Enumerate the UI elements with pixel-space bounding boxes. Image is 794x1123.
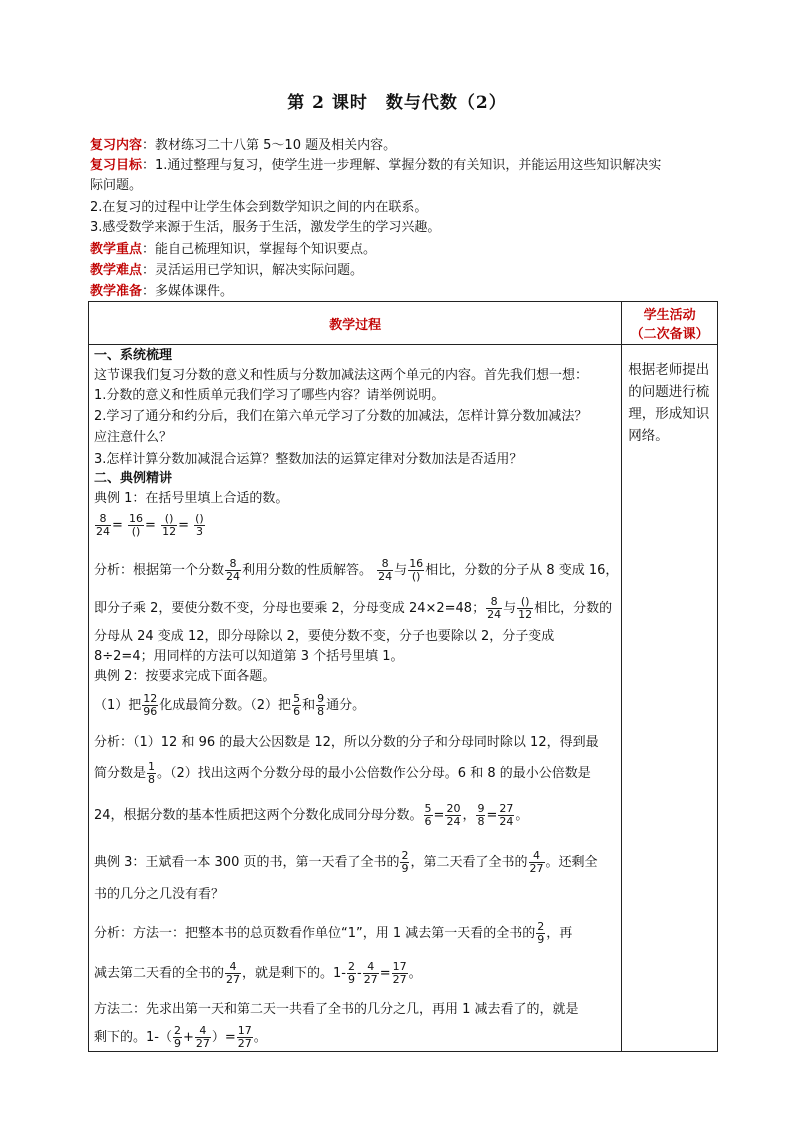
example-1: 典例 1：在括号里填上合适的数。 [94,491,289,506]
review-goal-cont: 际问题。 [90,178,143,193]
fraction: $\frac{()}{3}$ [195,512,204,538]
example-2-tasks: （1）把 $\frac{12}{96}$ 化成最简分数。（2）把 $\frac{5}{6}$ 和 $\frac{9}{8}$ 通分。 [94,692,366,718]
fraction: $\frac{8}{24}$ [96,512,110,538]
analysis-3-line2: 减去第二天看的全书的 $\frac{4}{27}$ ，就是剩下的。1- $\frac{2}{9}$ - $\frac{4}{27}$ = $\frac{17}{27}$ 。 [94,960,422,986]
example-2: 典例 2：按要求完成下面各题。 [94,669,276,684]
para-line: 2.学习了通分和约分后，我们在第六单元学习了分数的加减法，怎样计算分数加减法？ [94,409,588,424]
review-content [90,136,720,156]
analysis-1: 分析：根据第一个分数 $\frac{8}{24}$ 利用分数的性质解答。 $\frac{8}{24}$ 与 $\frac{16}{()}$ 相比，分数的分子从 8 变成 16， [94,557,619,583]
activity-header-line2: （二次备课） [630,327,709,342]
review-goal [90,156,720,176]
para-line: 分母从 24 变成 12，即分母除以 2，要使分数不变，分子也要除以 2，分子变成 [94,629,555,644]
example-3: 典例 3：王斌看一本 300 页的书，第一天看了全书的 $\frac{2}{9}$ ，第二天看了全书的 $\frac{4}{27}$ 。还剩全 [94,849,598,875]
analysis-2-line3: 24，根据分数的基本性质把这两个分数化成同分母分数。 $\frac{5}{6}$ = $\frac{20}{24}$ ， $\frac{9}{8}$ = $\frac{27}{24}$ 。 [94,802,529,828]
analysis-2-line2: 简分数是 $\frac{1}{8}$ 。（2）找出这两个分数分母的最小公倍数作公分母。6 和 8 的最小公倍数是 [94,760,591,786]
teaching-prep-text: ：多媒体课件。 [142,284,234,299]
review-content-text: ：教材练习二十八第 5～10 题及相关内容。 [142,138,397,153]
para-line: 8÷2=4；用同样的方法可以知道第 3 个括号里填 1。 [94,649,404,664]
review-goal-2: 2.在复习的过程中让学生体会到数学知识之间的内在联系。 [90,200,428,215]
review-goal-text: ：1.通过整理与复习，使学生进一步理解、掌握分数的有关知识，并能运用这些知识解决实 [142,158,662,173]
analysis-1-line2: 即分子乘 2，要使分数不变，分母也要乘 2，分母变成 24×2=48； $\frac{8}{24}$ 与 $\frac{()}{12}$ 相比，分数的 [94,595,613,621]
review-goal-3: 3.感受数学来源于生活，服务于生活，激发学生的学习兴趣。 [90,220,441,235]
para-line: 应注意什么？ [94,430,173,445]
section-1-title: 一、系统梳理 [94,348,173,363]
process-header: 教学过程 [89,302,622,345]
example-1-equation: $\frac{8}{24}$ = $\frac{16}{()}$ = $\frac{()}{12}$ = $\frac{()}{3}$ [96,512,204,538]
para-line: 书的几分之几没有看？ [94,887,225,902]
analysis-3-method2: 剩下的。1-（ $\frac{2}{9}$ + $\frac{4}{27}$ ）= $\frac{17}{27}$ 。 [94,1024,267,1050]
para-line: 方法二：先求出第一天和第二天一共看了全书的几分之几，再用 1 减去看了的，就是 [94,1002,579,1017]
key-point-text: ：能自己梳理知识，掌握每个知识要点。 [142,242,377,257]
key-point-label: 教学重点 [90,242,143,257]
review-goal-label: 复习目标 [90,158,143,173]
activity-header [622,302,718,345]
process-cell [89,345,622,1052]
difficult-point-label: 教学难点 [90,263,143,278]
difficult-point-text: ：灵活运用已学知识，解决实际问题。 [142,263,364,278]
para-line: 这节课我们复习分数的意义和性质与分数加减法这两个单元的内容。首先我们想一想： [94,368,589,383]
para-line: 分析：（1）12 和 96 的最大公因数是 12，所以分数的分子和分母同时除以 12，得到最 [94,735,599,750]
activity-cell [622,345,718,1052]
key-point [90,240,720,260]
lesson-table [88,301,718,1052]
student-activity-text: 根据老师提出的问题进行梳理，形成知识网络。 [628,362,710,444]
teaching-prep-label: 教学准备 [90,284,143,299]
review-content-label: 复习内容 [90,138,143,153]
para-line: 1.分数的意义和性质单元我们学习了哪些内容？请举例说明。 [94,388,445,403]
fraction: $\frac{()}{12}$ [162,512,177,538]
para-line: 3.怎样计算分数加减混合运算？整数加法的运算定律对分数加法是否适用？ [94,452,523,467]
difficult-point [90,261,720,281]
analysis-3-line1: 分析：方法一：把整本书的总页数看作单位“1”，用 1 减去第一天看的全书的 $\frac{2}{9}$ ，再 [94,920,573,946]
activity-header-line1: 学生活动 [643,308,696,323]
fraction: $\frac{16}{()}$ [129,512,144,538]
teaching-prep [90,282,720,302]
page-title: 第 2 课时 数与代数（2） [287,93,507,113]
section-2-title: 二、典例精讲 [94,471,173,486]
